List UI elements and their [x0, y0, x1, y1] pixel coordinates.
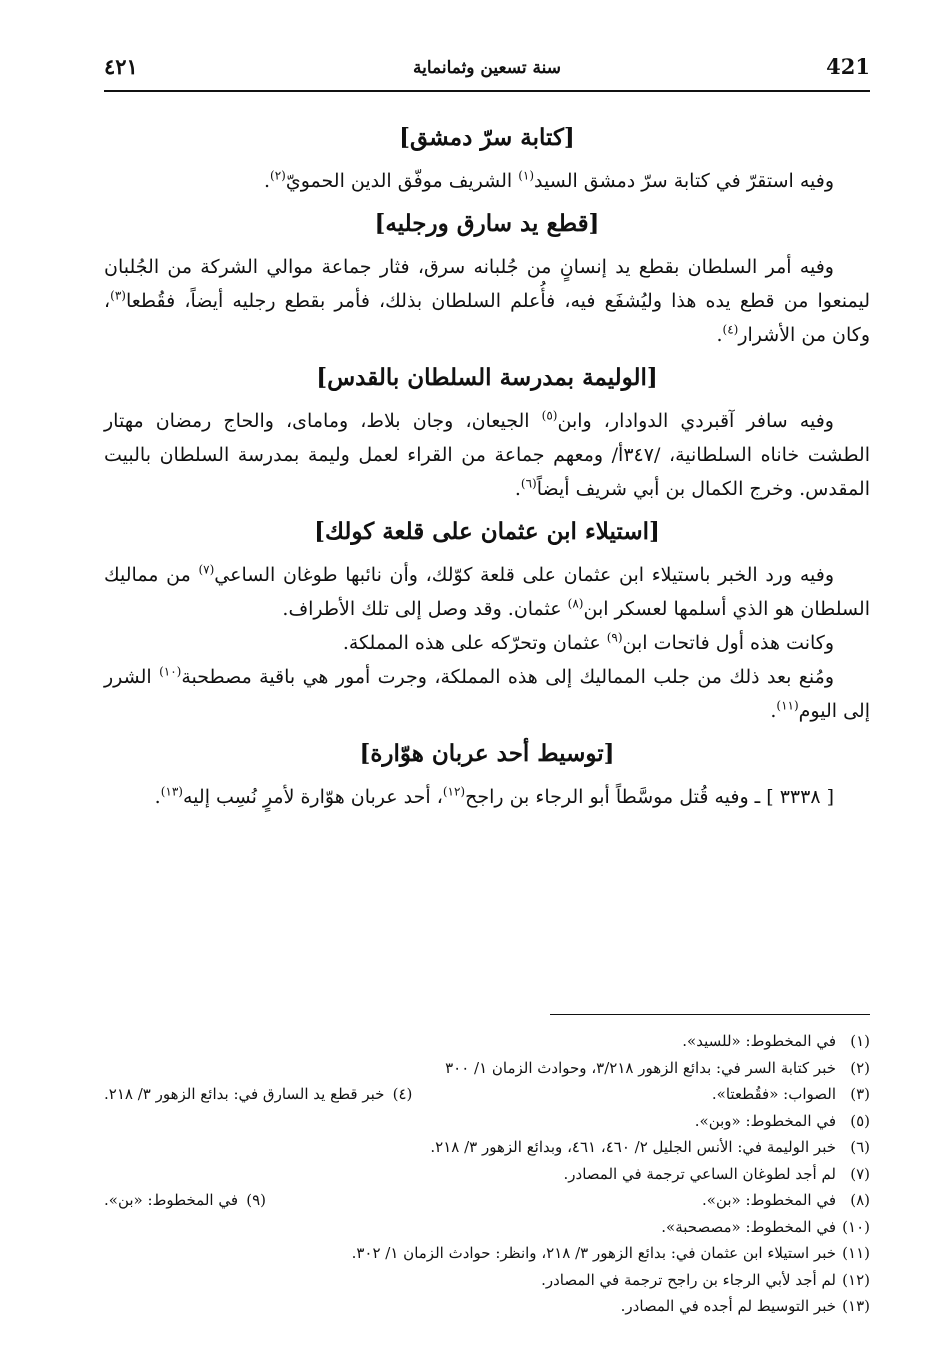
- text-run: ، وكان من الأشرار: [104, 290, 870, 346]
- footnote: [104, 1134, 870, 1161]
- page-number-latin: 421: [826, 54, 870, 79]
- footnote-rule: [550, 1014, 870, 1015]
- footnote-marker: (٦): [520, 476, 537, 491]
- footnote-marker: (١٣): [160, 784, 183, 799]
- text-run: وفيه سافر آقبردي الدوادار، وابن: [557, 410, 834, 432]
- paragraph: [104, 250, 870, 352]
- footnote-text: خبر الوليمة في: الأنس الجليل ٢/ ٤٦٠، ٤٦١، وبدائع الزهور ٣/ ٢١٨.: [430, 1138, 836, 1156]
- paragraph: [104, 626, 870, 660]
- footnote-marker: (١٠): [159, 664, 182, 679]
- footnote-number: (٩): [246, 1191, 266, 1209]
- text-run: ، أحد عربان هوّارة لأمرٍ نُسِب إليه: [182, 786, 443, 808]
- footnote: [104, 1214, 870, 1241]
- footnote-text: في المخطوط: «مصصحبة».: [661, 1217, 836, 1236]
- text-run: .: [263, 170, 271, 192]
- footnote-text: خبر استيلاء ابن عثمان في: بدائع الزهور ٣/ ٢١٨، وانظر: حوادث الزمان ١/ ٣٠٢.: [351, 1244, 836, 1262]
- text-run: وكانت هذه أول فاتحات ابن: [622, 632, 834, 654]
- text-run: الشريف موفّق الدين الحمويّ: [285, 170, 519, 192]
- footnote-inline: [104, 1081, 412, 1108]
- footnote-marker: (٣): [110, 288, 126, 303]
- text-run: [ ٣٣٣٨ ] ـ وفيه قُتل موسَّطاً أبو الرجاء بن راجح: [465, 786, 834, 808]
- footnote-marker: (٢): [270, 168, 286, 183]
- running-header: [104, 50, 870, 86]
- paragraph: [104, 558, 870, 626]
- text-run: وفيه أمر السلطان بقطع يد إنسانٍ من جُلبانه سرق، فثار جماعة موالي الشركة من الجُلبان ليمنعوا من قطع يده هذا وليُشفَع فيه، فأُعلم السلطان بذلك، فأمر بقطع رجليه أيضاً، فقُطعا: [104, 256, 870, 312]
- footnote-marker: (٥): [541, 408, 558, 423]
- footnote-number: (٦): [850, 1138, 870, 1156]
- text-run: وفيه استقرّ في كتابة سرّ دمشق السيد: [534, 170, 834, 192]
- text-run: .: [770, 700, 777, 722]
- footnote-text: في المخطوط: «بن».: [702, 1191, 836, 1209]
- footnote: [104, 1293, 870, 1320]
- footnotes: [104, 1028, 870, 1320]
- paragraph: [104, 404, 870, 506]
- section-heading: [استيلاء ابن عثمان على قلعة كولك]: [314, 518, 660, 545]
- main-text: [104, 112, 870, 814]
- text-run: الجيعان، وجان بلاط، ومامای، والحاج رمضان مهتار الطشت خاناه السلطانية، /٣٤٧أ/ ومعهم جماعة من القراء لعمل وليمة بمدرسة السلطان بالبيت المقدس. وخرج الكمال بن أبي شريف أيضاً: [104, 410, 870, 500]
- footnote-text: في المخطوط: «للسيد».: [682, 1032, 836, 1050]
- footnote-text: في المخطوط: «وبن».: [694, 1111, 836, 1130]
- footnote-text: لم أجد لأبي الرجاء بن راجح ترجمة في المصادر.: [541, 1270, 836, 1289]
- text-run: وفيه ورد الخبر باستيلاء ابن عثمان على قلعة كوّلك، وأن نائبها طوغان الساعي: [214, 564, 834, 586]
- footnote-number: (٥): [850, 1111, 870, 1130]
- text-run: عثمان. وقد وصل إلى تلك الأطراف.: [282, 598, 568, 620]
- footnote-number: (١١): [842, 1244, 870, 1262]
- footnote-number: (٢): [850, 1058, 870, 1077]
- paragraph: [104, 660, 870, 728]
- footnote-number: (١٠): [842, 1217, 870, 1236]
- footnote: [104, 1081, 870, 1108]
- footnote-marker: (١): [518, 168, 535, 183]
- footnote-number: (٤): [392, 1085, 413, 1103]
- text-run: الشرر إلى اليوم: [104, 666, 870, 722]
- footnote-marker: (١١): [776, 698, 799, 713]
- section-heading: [قطع يد سارق ورجليه]: [374, 210, 600, 237]
- text-run: من مماليك السلطان هو الذي أسلمها لعسكر ابن: [104, 564, 870, 620]
- section-heading: [الوليمة بمدرسة السلطان بالقدس]: [316, 364, 658, 391]
- footnote-number: (٧): [850, 1164, 870, 1183]
- footnote-text: خبر كتابة السر في: بدائع الزهور ٣/٢١٨، وحوادث الزمان ١/ ٣٠٠: [445, 1058, 836, 1077]
- footnote: [104, 1187, 870, 1214]
- footnote-marker: (٧): [198, 562, 215, 577]
- header-rule: [104, 90, 870, 92]
- footnote: [104, 1267, 870, 1294]
- text-run: .: [154, 786, 161, 808]
- footnote-number: (١٢): [842, 1270, 870, 1289]
- page-number-arabic: ٤٢١: [104, 54, 138, 79]
- text-run: ومُنع بعد ذلك من جلب المماليك إلى هذه المملكة، وجرت أمور هي باقية مصطحبة: [181, 666, 834, 688]
- footnote: [104, 1028, 870, 1055]
- footnote: [104, 1055, 870, 1082]
- footnote-marker: (٤): [722, 322, 739, 337]
- footnote-number: (٣): [850, 1085, 870, 1103]
- footnote-marker: (٩): [606, 630, 623, 645]
- book-page: [104, 50, 870, 1350]
- running-title: سنة تسعين وثمانماية: [412, 58, 562, 78]
- section-heading: [توسيط أحد عربان هوّارة]: [359, 740, 615, 767]
- footnote: [104, 1161, 870, 1188]
- footnote: [104, 1108, 870, 1135]
- paragraph: [104, 780, 870, 814]
- footnote-text: لم أجد لطوغان الساعي ترجمة في المصادر.: [563, 1164, 836, 1183]
- footnote-text: الصواب: «فقُطعتا».: [711, 1085, 836, 1103]
- section-heading: [كتابة سرّ دمشق]: [399, 124, 575, 151]
- footnote-text: خبر قطع يد السارق في: بدائع الزهور ٣/ ٢١٨.: [104, 1085, 385, 1103]
- footnote-number: (١): [850, 1032, 870, 1050]
- footnote-marker: (١٢): [442, 784, 466, 799]
- text-run: .: [716, 324, 723, 346]
- footnote-text: خبر التوسيط لم أجده في المصادر.: [620, 1297, 836, 1315]
- footnote-marker: (٨): [567, 596, 584, 611]
- footnote: [104, 1240, 870, 1267]
- text-run: عثمان وتحرّكه على هذه المملكة.: [342, 632, 607, 654]
- paragraph: [104, 164, 870, 198]
- footnote-inline: [104, 1187, 266, 1214]
- footnote-number: (١٣): [842, 1297, 870, 1315]
- footnote-text: في المخطوط: «بن».: [104, 1191, 238, 1209]
- text-run: .: [514, 478, 521, 500]
- footnote-number: (٨): [850, 1191, 870, 1209]
